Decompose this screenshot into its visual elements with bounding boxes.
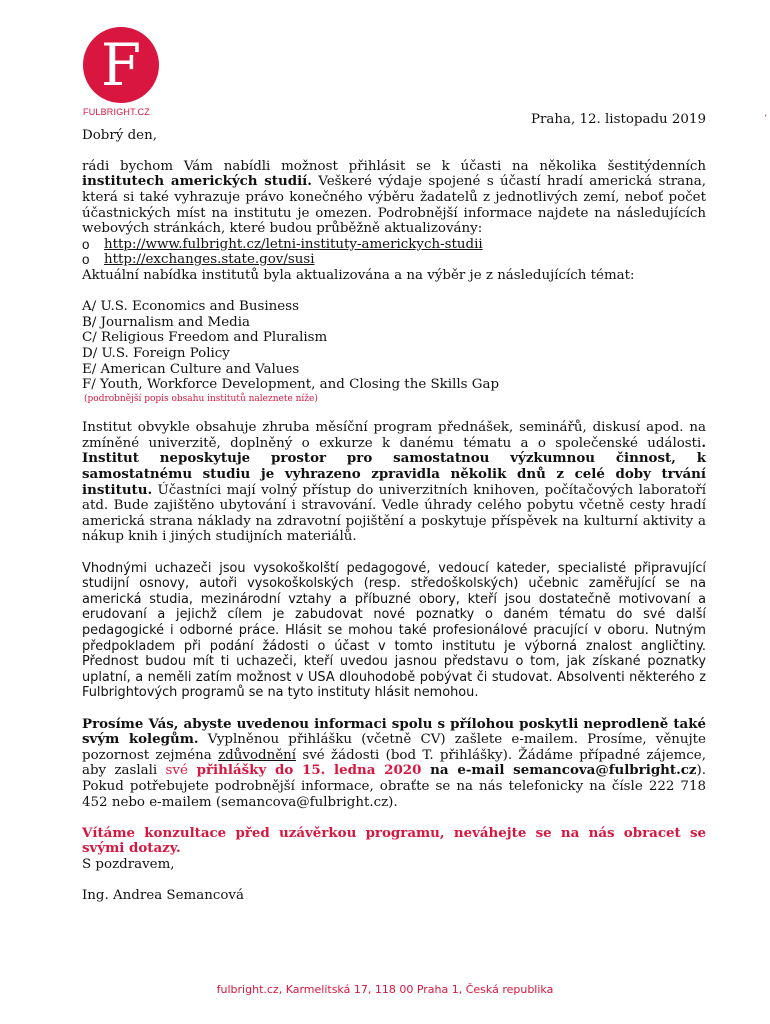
greeting: Dobrý den, (82, 127, 157, 143)
topic-item: A/ U.S. Economics and Business (82, 299, 299, 315)
link-fulbright-institutes[interactable]: http://www.fulbright.cz/letni-instituty-americkych-studii (104, 236, 483, 252)
list-item (104, 237, 706, 253)
paragraph-intro: rádi bychom Vám nabídli možnost přihlásit se k účasti na několika šestitýdenních institutech amerických studií. Veškeré výdaje spojené s účastí hradí americká strana, která si také vyhrazuje právo konečného výběru žadatelů z jednotlivých zemí, neboť počet účastnických míst na institutu je omezen. Podrobnější informace najdete na následujících webových stránkách, které budou průběžně aktualizovány: (82, 158, 706, 237)
fulbright-logo (83, 27, 163, 121)
link-exchanges-susi[interactable]: http://exchanges.state.gov/susi (104, 252, 315, 268)
footer-address: fulbright.cz, Karmelitská 17, 118 00 Praha 1, Česká republika (216, 983, 554, 996)
paragraph-application: Prosíme Vás, abyste uvedenou informaci spolu s přílohou poskytli neprodleně také svým kolegům. Vyplněnou přihlášku (včetně CV) zašlete e-mailem. Prosíme, věnujte pozornost zejména zdůvodnění své žádosti (bod T. přihlášky). Žádáme případné zájemce, aby zaslali své přihlášky do 15. ledna 2020 na e-mail semancova@fulbright.cz). Pokud potřebujete podrobnější informace, obraťte se na nás telefonicky na čísle 222 718 452 nebo e-mailem (semancova@fulbright.cz). (82, 715, 707, 810)
topics-note: (podrobnější popis obsahu institutů naleznete níže) (84, 393, 318, 404)
logo-text: FULBRIGHT.CZ (83, 107, 150, 117)
paragraph-candidates: Vhodnými uchazeči jsou vysokoškolští pedagogové, vedoucí kateder, specialisté připravující studijní osnovy, autoři vysokoškolských (resp. středoškolských) učebnic zaměřující se na americká studia, mezinárodní vztahy a příbuzné obory, kteří jsou dostatečně motivovaní a erudovaní a jejichž cílem je zabudovat nové poznatky o daném tématu do své další pedagogické i odborné práce. Hlásit se mohou také profesionálové pracující v oboru. Nutným předpokladem při podání žádosti o účast v tomto institutu je výborná znalost angličtiny. Přednost budou mít ti uchazeči, kteří uvedou jasnou představu o tom, jak získané poznatky uplatní, a neměli zatím možnost v USA dlouhodobě pobývat či studovat. Absolventi některého z Fulbrightových programů se na tyto instituty hlásit nemohou. (82, 560, 706, 701)
letter-body (82, 112, 706, 904)
list-item (104, 252, 706, 268)
consultation-note: Vítáme konzultace před uzávěrkou programu, neváhejte se na nás obracet se svými dotazy. (82, 824, 706, 857)
topic-item: B/ Journalism and Media (82, 314, 250, 330)
topic-list (82, 299, 706, 393)
link-list (82, 237, 706, 268)
logo-circle (83, 27, 159, 103)
topic-item: D/ U.S. Foreign Policy (82, 345, 230, 361)
topics-intro: Aktuální nabídka institutů byla aktualizována a na výběr je z následujících témat: (82, 267, 635, 283)
closing: S pozdravem, (82, 856, 175, 872)
corner-mark: ‘ (764, 114, 767, 124)
signature: Ing. Andrea Semancová (82, 888, 244, 904)
letter-date: Praha, 12. listopadu 2019 (530, 112, 706, 127)
paragraph-program: Institut obvykle obsahuje zhruba měsíční program přednášek, seminářů, diskusí apod. na zmíněné univerzitě, doplněný o exkurze k danému tématu a o společenské události. Institut neposkytuje prostor pro samostatnou výzkumnou činnost, k samostatnému studiu je vyhrazeno zpravidla několik dnů z celé doby trvání institutu. Účastníci mají volný přístup do univerzitních knihoven, počítačových laboratoří atd. Bude zajištěno ubytování i stravování. Vedle úhrady celého pobytu včetně cesty hradí americká strana náklady na zdravotní pojištění a poskytuje příspěvek na kulturní aktivity a nákup knih i jiných studijních materiálů. (82, 420, 706, 545)
topic-item: C/ Religious Freedom and Pluralism (82, 330, 328, 346)
logo-letter: F (100, 31, 142, 99)
topic-item: F/ Youth, Workforce Development, and Closing the Skills Gap (82, 377, 500, 393)
topic-item: E/ American Culture and Values (82, 361, 300, 377)
